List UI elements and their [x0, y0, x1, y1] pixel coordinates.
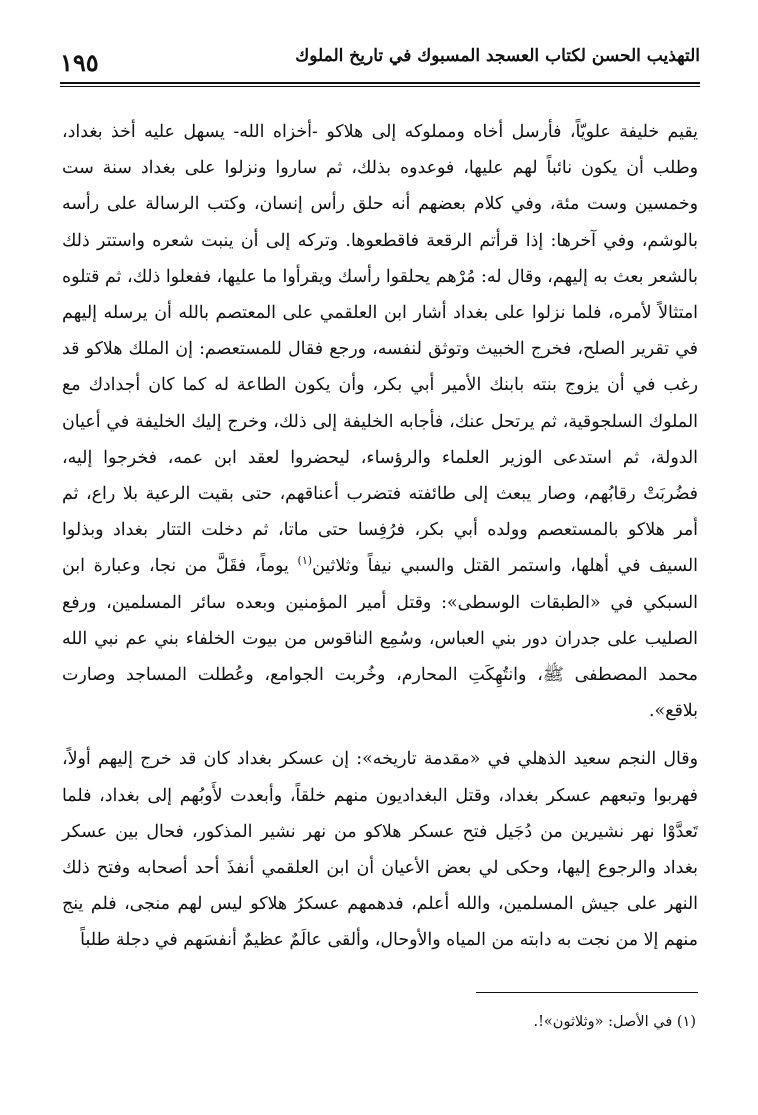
header-rule-thin	[60, 86, 700, 87]
page-number: ١٩٥	[60, 48, 99, 77]
main-text	[62, 114, 698, 959]
paragraph-1-text-a: يقيم خليفة علويّاً، فأرسل أخاه ومملوكه إلى هلاكو -أخزاه الله- يسهل عليه أخذ بغداد، وطلب أن يكون نائباً لهم عليها، فوعدوه بذلك، ثم ساروا ونزلوا على بغداد سنة ست وخمسين وست مئة، وفي كلام بعضهم أنه حلق رأس إنسان، وكتب الرسالة على رأسه بالوشم، وفي آخرها: إذا قرأتم الرقعة فاقطعوها. وتركه إلى أن ينبت شعره واستتر ذلك بالشعر بعث به إليهم، وقال له: مُرْهم يحلقوا رأسك ويقرأوا ما عليها، ففعلوا ذلك، ثم قتلوه امتثالاً لأمره، فلما نزلوا على بغداد أشار ابن العلقمي على المعتصم بالله أن يرسله إليهم في تقرير الصلح، فخرج الخبيث وتوثق لنفسه، ورجع فقال للمستعصم: إن الملك هلاكو قد رغب في أن يزوج بنته بابنك الأمير أبي بكر، وأن يكون الطاعة له كما كان أجدادك مع الملوك السلجوقية، ثم يرتحل عنك، فأجابه الخليفة إلى ذلك، وخرج إليك الخليفة في أعيان الدولة، ثم استدعى الوزير العلماء والرؤساء، ليحضروا لعقد ابن عمه، فخرجوا إليه، فضُربَتْ رقابُهم، وصار يبعث إلى طائفته فتضرب أعناقهم، حتى بقيت الرعية بلا راع، ثم أمر هلاكو بالمستعصم وولده أبي بكر، فرُفِسا حتى ماتا، ثم دخلت التتار بغداد وبذلوا السيف في أهلها، واستمر القتل والسبي نيفاً وثلاثين	[62, 122, 698, 577]
paragraph-1	[62, 114, 698, 729]
header-rule	[60, 82, 700, 84]
running-title: التهذيب الحسن لكتاب العسجد المسبوك في تاريخ الملوك	[295, 46, 700, 66]
paragraph-1-text-b: يوماً، فقَلَّ من نجا، وعبارة ابن السبكي في «الطبقات الوسطى»: وقتل أمير المؤمنين وبعده سائر المسلمين، ورفع الصليب على جدران دور بني العباس، وسُمِع الناقوس من بيوت الخلفاء بني عم نبي الله محمد المصطفى ﷺ، وانتُهِكَتِ المحارم، وخُربت الجوامع، وعُطلت المساجد وصارت بلاقع».	[62, 556, 698, 722]
footnote: (١) في الأصل: «وثلاثون»!.	[533, 1014, 696, 1030]
page-header	[60, 40, 700, 86]
paragraph-2: وقال النجم سعيد الذهلي في «مقدمة تاريخه»: إن عسكر بغداد كان قد خرج إليهم أولاً، فهربوا وتبعهم عسكر بغداد، وقتل البغداديون منهم خلقاً، وأبعدت لأَوبُهم إلى بغداد، فلما تَعدَّوْا نهر نشيرين من دُجَيل فتح عسكر هلاكو من نهر نشير المذكور، فحال بين عسكر بغداد والرجوع إليها، وحكى لي بعض الأعيان أن ابن العلقمي أنفذَ أحد أصحابه وفتح ذلك النهر على جيش المسلمين، والله أعلم، فدهمهم عسكرُ هلاكو ليس لهم منجى، فلم ينج منهم إلا من نجت به دابته من المياه والأوحال، وألقى عالَمٌ عظيمٌ أنفسَهم في دجلة طلباً	[62, 749, 698, 951]
footnote-separator	[476, 992, 698, 993]
footnote-reference: (١)	[297, 554, 313, 568]
